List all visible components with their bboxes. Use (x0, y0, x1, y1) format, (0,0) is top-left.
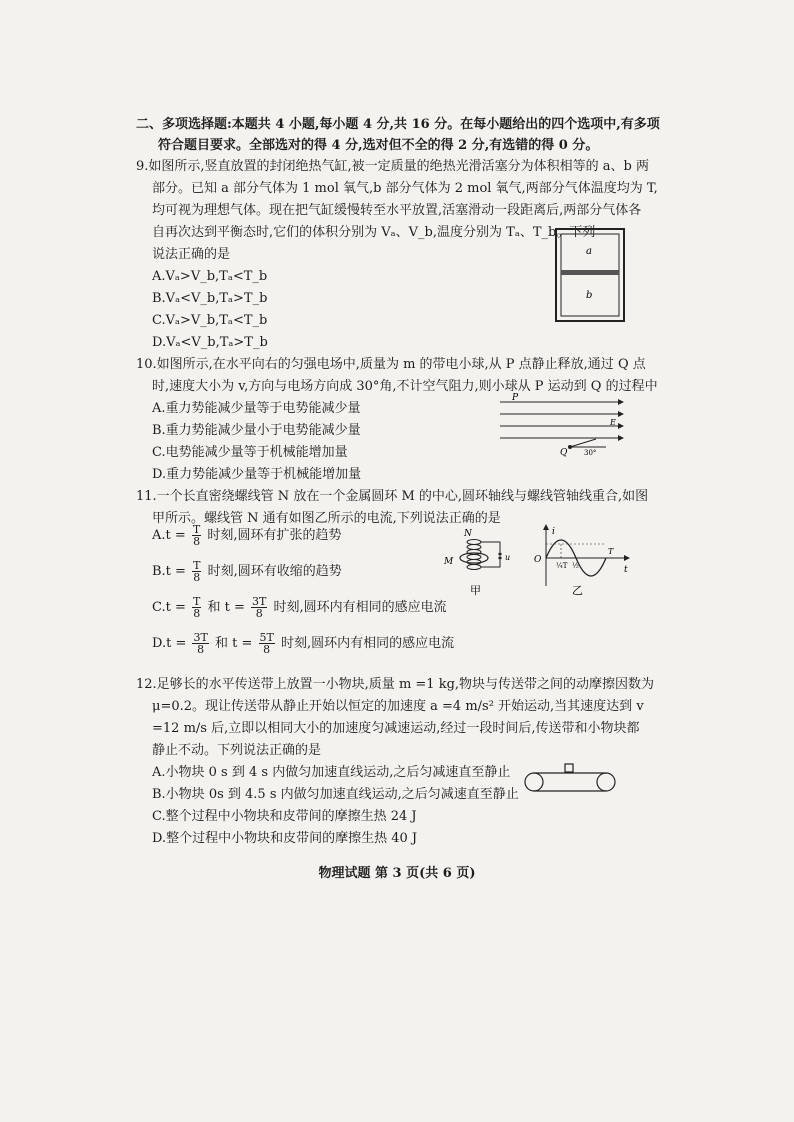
block (565, 764, 573, 772)
q12-line2: μ=0.2。现让传送带从静止开始以恒定的加速度 a =4 m/s² 开始运动,当其速度达到 v (152, 699, 644, 714)
caption-yi: 乙 (572, 584, 583, 597)
point-q (568, 445, 572, 449)
label-half: ½ (572, 562, 579, 570)
label-m: M (444, 557, 454, 567)
caption-jia: 甲 (470, 584, 481, 597)
label-n: N (464, 529, 472, 539)
section-title-line1: 二、多项选择题:本题共 4 小题,每小题 4 分,共 16 分。在每小题给出的四个选项中,有多项 (136, 117, 660, 132)
q11-line2: 甲所示。螺线管 N 通有如图乙所示的电流,下列说法正确的是 (152, 511, 501, 526)
q9-line5: 说法正确的是 (152, 247, 231, 262)
q9-option-c: C.Vₐ>V_b,Tₐ<T_b (152, 313, 268, 328)
q9-line3: 均可视为理想气体。现在把气缸缓慢转至水平放置,活塞滑动一段距离后,两部分气体各 (152, 203, 642, 218)
q12-option-b: B.小物块 0s 到 4.5 s 内做匀加速直线运动,之后匀减速直至静止 (152, 787, 519, 802)
q9-option-a: A.Vₐ>V_b,Tₐ<T_b (152, 269, 268, 284)
q12-line3: =12 m/s 后,立即以相同大小的加速度匀减速运动,经过一段时间后,传送带和小物块都 (152, 721, 640, 736)
label-a: a (586, 246, 592, 257)
q11-line1: 11.一个长直密绕螺线管 N 放在一个金属圆环 M 的中心,圆环轴线与螺线管轴线重合,如图 (136, 489, 649, 504)
q12-conveyor-figure (520, 762, 620, 796)
q11-option-b (152, 560, 342, 584)
q10-line1: 10.如图所示,在水平向右的匀强电场中,质量为 m 的带电小球,从 P 点静止释放,通过 Q 点 (136, 357, 646, 372)
label-quarter: ¼T (556, 562, 568, 570)
fraction: $\frac{T}{8}$ (193, 559, 201, 584)
piston (561, 270, 619, 275)
q9-line4: 自再次达到平衡态时,它们的体积分别为 Vₐ、V_b,温度分别为 Tₐ、T_b。下列 (152, 225, 596, 240)
q11-a-post: 时刻,圆环有扩张的趋势 (207, 528, 342, 543)
q11-d-pre: D.t = (152, 636, 187, 651)
q9-line2: 部分。已知 a 部分气体为 1 mol 氧气,b 部分气体为 2 mol 氧气,两部分气体温度均为 T, (152, 181, 658, 196)
fraction: $\frac{T}{8}$ (192, 523, 201, 548)
q11-d-mid: 和 t = (214, 636, 253, 651)
q10-option-a: A.重力势能减少量等于电势能减少量 (152, 401, 361, 416)
q11-option-d (152, 632, 454, 656)
left-roller (525, 773, 543, 791)
q10-option-c: C.电势能减少量等于机械能增加量 (152, 445, 348, 460)
q11-option-a (152, 524, 342, 548)
label-i: i (552, 527, 555, 537)
label-t: t (624, 565, 628, 575)
arrow-2 (618, 411, 624, 417)
arrow-4 (618, 435, 624, 441)
q11-figure-yi (532, 524, 634, 598)
right-roller (597, 773, 615, 791)
t-axis-arrow (624, 555, 630, 561)
terminal-top (498, 552, 501, 555)
fraction: $\frac{T}{8}$ (193, 595, 201, 620)
fraction: $\frac{5T}{8}$ (259, 631, 274, 656)
q11-d-post: 时刻,圆环内有相同的感应电流 (280, 636, 455, 651)
q12-option-c: C.整个过程中小物块和皮带间的摩擦生热 24 J (152, 809, 417, 824)
q12-option-d: D.整个过程中小物块和皮带间的摩擦生热 40 J (152, 831, 418, 846)
label-period: T (608, 547, 614, 556)
q11-a-pre: A.t = (152, 528, 186, 543)
arrow-1 (618, 399, 624, 405)
label-o: O (534, 555, 542, 565)
page-footer: 物理试题 第 3 页(共 6 页) (318, 866, 476, 881)
q11-option-c (152, 596, 447, 620)
q11-c-mid: 和 t = (207, 600, 245, 615)
q9-cylinder-figure (555, 228, 625, 322)
i-axis-arrow (543, 524, 549, 530)
q11-c-pre: C.t = (152, 600, 186, 615)
q10-option-d: D.重力势能减少量等于机械能增加量 (152, 467, 362, 482)
label-b: b (586, 290, 593, 301)
label-u: u (505, 553, 511, 562)
arrow-3 (618, 423, 624, 429)
q9-option-b: B.Vₐ<V_b,Tₐ>T_b (152, 291, 268, 306)
velocity-direction (570, 439, 596, 447)
q9-line1: 9.如图所示,竖直放置的封闭绝热气缸,被一定质量的绝热光滑活塞分为体积相等的 a、b 两 (136, 159, 650, 174)
section-title-line2: 符合题目要求。全部选对的得 4 分,选对但不全的得 2 分,有选错的得 0 分。 (158, 138, 599, 153)
q11-figure-jia (440, 524, 532, 598)
fraction: $\frac{3T}{8}$ (252, 595, 267, 620)
fraction: $\frac{3T}{8}$ (193, 631, 208, 656)
q9-option-d: D.Vₐ<V_b,Tₐ>T_b (152, 335, 268, 350)
q11-b-pre: B.t = (152, 564, 186, 579)
label-e: E (610, 418, 616, 427)
q11-c-post: 时刻,圆环内有相同的感应电流 (273, 600, 447, 615)
label-p: P (512, 393, 519, 403)
label-angle: 30° (584, 449, 597, 457)
q11-b-post: 时刻,圆环有收缩的趋势 (207, 564, 342, 579)
q12-option-a: A.小物块 0 s 到 4 s 内做匀加速直线运动,之后匀减速直至静止 (152, 765, 511, 780)
q12-line4: 静止不动。下列说法正确的是 (152, 743, 322, 758)
q10-field-figure (498, 392, 628, 460)
terminal-bottom (498, 556, 501, 559)
q12-line1: 12.足够长的水平传送带上放置一小物块,质量 m =1 kg,物块与传送带之间的动摩擦因数为 (136, 677, 655, 692)
q10-option-b: B.重力势能减少量小于电势能减少量 (152, 423, 361, 438)
label-q: Q (560, 448, 568, 458)
q10-line2: 时,速度大小为 v,方向与电场方向成 30°角,不计空气阻力,则小球从 P 运动到 Q 的过程中 (152, 379, 658, 394)
